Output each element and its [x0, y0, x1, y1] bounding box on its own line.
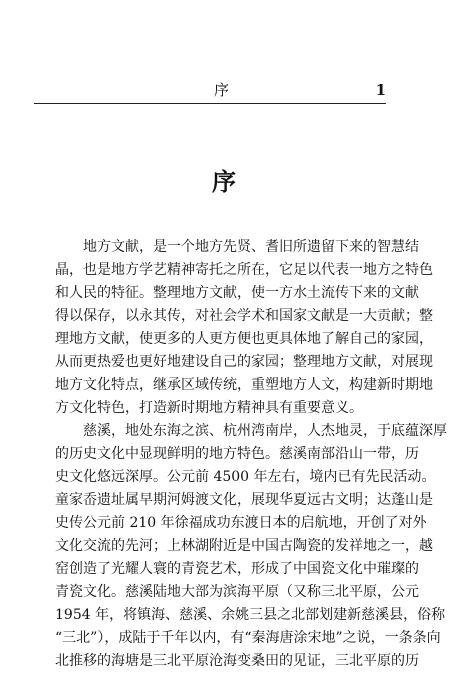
body-line: 理地方文献，使更多的人更方便也更具体地了解自己的家园， — [55, 331, 433, 347]
body-line: 方文化特色，打造新时期地方精神具有重要意义。 — [55, 400, 363, 416]
body-line: 文化交流的先河；上林湖附近是中国古陶瓷的发祥地之一，越 — [55, 538, 433, 554]
running-head-title: 序 — [214, 81, 230, 99]
body-text — [55, 236, 447, 673]
body-line: 史传公元前 210 年徐福成功东渡日本的启航地，开创了对外 — [55, 515, 427, 531]
header-rule — [34, 103, 386, 104]
body-line: 窑创造了光耀人寰的青瓷艺术，形成了中国瓷文化中璀璨的 — [55, 561, 419, 577]
body-line: 和人民的特征。整理地方文献，使一方水土流传下来的文献 — [55, 285, 419, 301]
body-line: 的历史文化中显现鲜明的地方特色。慈溪南部沿山一带，历 — [55, 446, 419, 462]
chapter-title: 序 — [212, 167, 238, 196]
body-line: 北推移的海塘是三北平原沧海变桑田的见证，三北平原的历 — [55, 653, 419, 669]
body-line: “三北”），成陆于千年以内，有“秦海唐涂宋地”之说，一条条向 — [55, 630, 441, 646]
body-line: 青瓷文化。慈溪陆地大部为滨海平原（又称三北平原，公元 — [55, 584, 419, 600]
body-line: 慈溪，地处东海之滨、杭州湾南岸，人杰地灵，于底蕴深厚 — [83, 423, 447, 439]
body-line: 晶，也是地方学艺精神寄托之所在，它足以代表一地方之特色 — [55, 262, 433, 278]
body-line: 1954 年，将镇海、慈溪、余姚三县之北部划建新慈溪县，俗称 — [55, 607, 446, 623]
body-line: 史文化悠远深厚。公元前 4500 年左右，境内已有先民活动。 — [55, 469, 436, 485]
body-line: 从而更热爱也更好地建设自己的家园；整理地方文献，对展现 — [55, 354, 433, 370]
body-line: 童家岙遗址属早期河姆渡文化，展现华夏远古文明；达蓬山是 — [55, 492, 433, 508]
body-line: 地方文化特点，继承区域传统，重塑地方人文，构建新时期地 — [55, 377, 433, 393]
page-number: 1 — [375, 81, 386, 99]
body-line: 地方文献，是一个地方先贤、耆旧所遗留下来的智慧结 — [83, 239, 419, 255]
running-head — [34, 79, 386, 101]
body-line: 得以保存，以永其传，对社会学术和国家文献是一大贡献；整 — [55, 308, 433, 324]
